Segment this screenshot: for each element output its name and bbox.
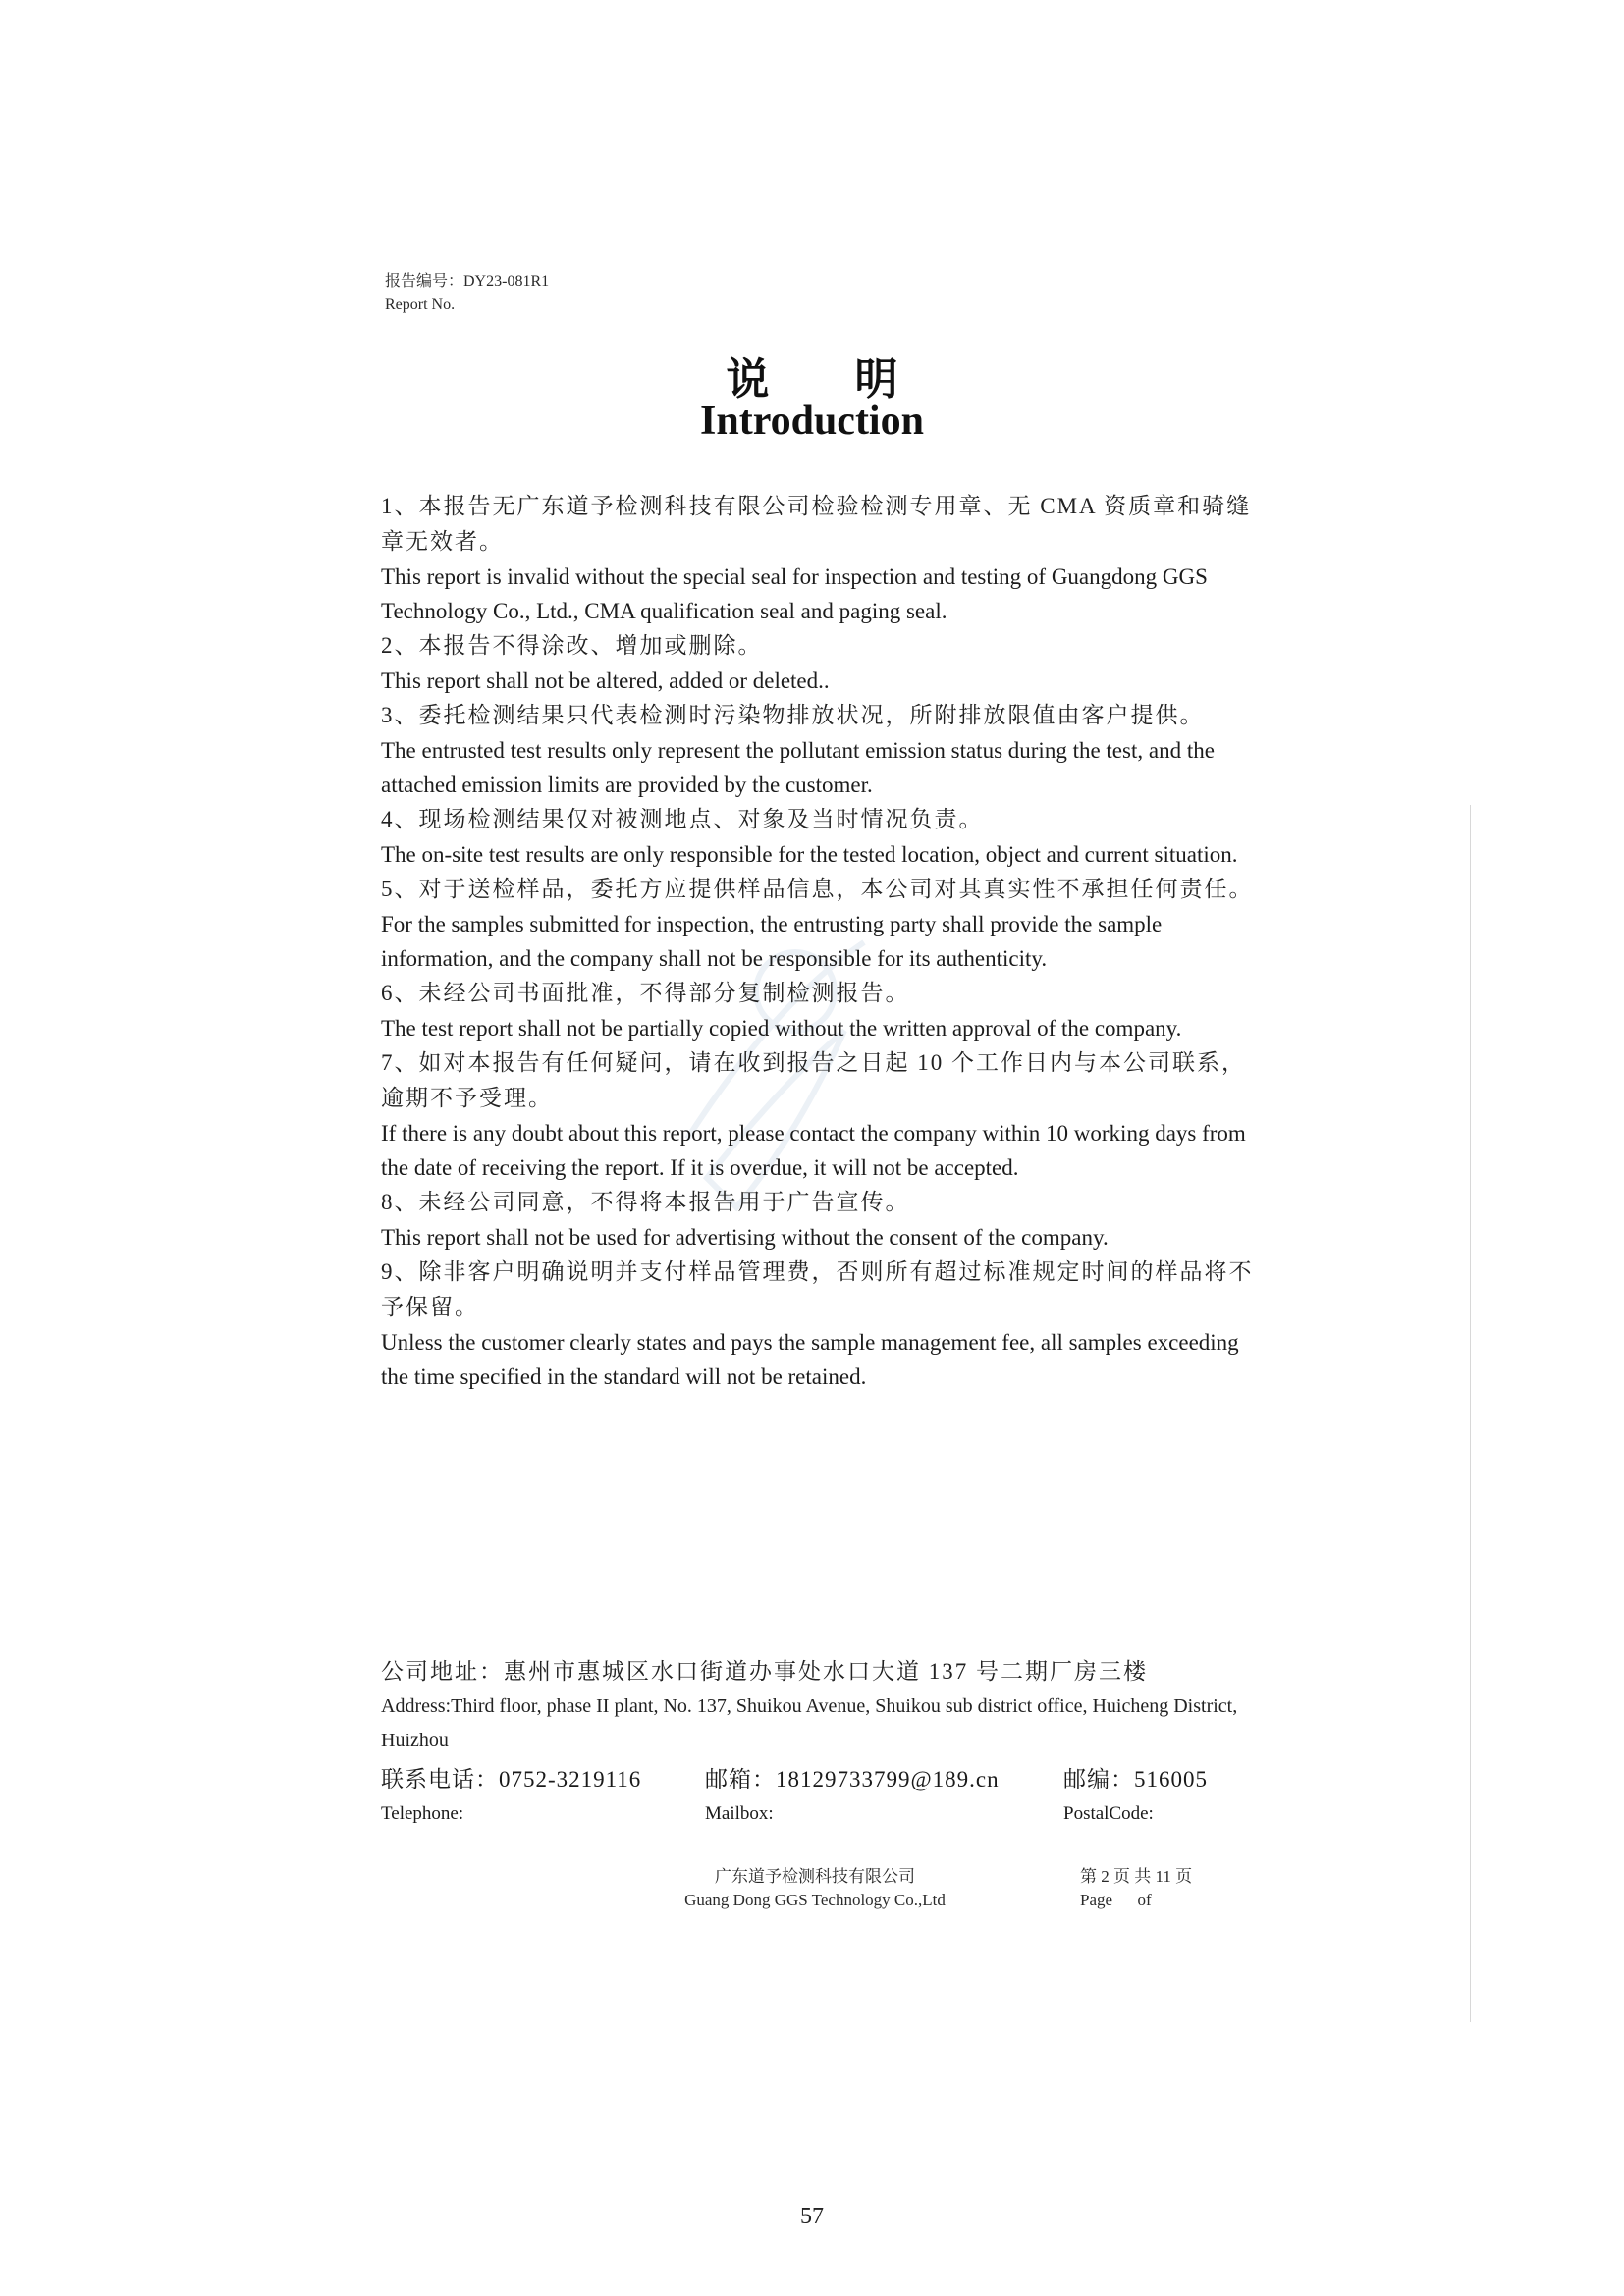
item-text-en: This report shall not be used for advertising without the consent of the company.	[381, 1225, 1109, 1250]
page-indicator	[1080, 1865, 1192, 1912]
list-item	[381, 489, 1255, 628]
page-title-en: Introduction	[700, 399, 924, 444]
item-text-cn: 2、本报告不得涂改、增加或删除。	[381, 633, 763, 658]
introduction-list	[381, 489, 1255, 1394]
address-en: Address:Third floor, phase II plant, No. 137, Shuikou Avenue, Shuikou sub district office, Huicheng District, Huizhou	[381, 1695, 1238, 1751]
postal-block	[1063, 1762, 1208, 1831]
item-text-en: The entrusted test results only represent the pollutant emission status during the test, and the attached emission limits are provided by the customer.	[381, 738, 1215, 797]
list-item	[381, 976, 1255, 1045]
item-text-en: If there is any doubt about this report, please contact the company within 10 working days from the date of receiving the report. If it is overdue, it will not be accepted.	[381, 1121, 1246, 1180]
list-item	[381, 1045, 1255, 1185]
list-item	[381, 802, 1255, 872]
telephone-en: Telephone:	[381, 1803, 464, 1824]
item-text-cn: 6、未经公司书面批准，不得部分复制检测报告。	[381, 981, 910, 1005]
telephone-block	[381, 1762, 641, 1831]
company-name-footer	[638, 1865, 992, 1912]
item-text-cn: 1、本报告无广东道予检测科技有限公司检验检测专用章、无 CMA 资质章和骑缝章无效者。	[381, 494, 1252, 554]
item-text-en: Unless the customer clearly states and pays the sample management fee, all samples exceeding the time specified in the standard will not be retained.	[381, 1330, 1239, 1389]
item-text-cn: 5、对于送检样品，委托方应提供样品信息，本公司对其真实性不承担任何责任。	[381, 877, 1254, 901]
item-text-en: The on-site test results are only responsible for the tested location, object and current situation.	[381, 842, 1238, 867]
contact-info	[0, 1762, 1624, 1841]
company-name-en: Guang Dong GGS Technology Co.,Ltd	[684, 1891, 946, 1909]
list-item	[381, 628, 1255, 698]
page-title-cn: 说 明	[726, 355, 936, 403]
telephone-cn: 联系电话：0752-3219116	[381, 1767, 642, 1791]
company-address	[381, 1654, 1284, 1758]
list-item	[381, 1255, 1255, 1394]
item-text-cn: 4、现场检测结果仅对被测地点、对象及当时情况负责。	[381, 807, 984, 831]
report-number	[385, 270, 549, 317]
item-text-cn: 8、未经公司同意，不得将本报告用于广告宣传。	[381, 1190, 910, 1214]
postal-cn: 邮编：516005	[1063, 1767, 1208, 1791]
page-indicator-en: Page of	[1080, 1891, 1152, 1909]
item-text-en: This report shall not be altered, added or deleted..	[381, 668, 830, 693]
address-cn: 公司地址：惠州市惠城区水口街道办事处水口大道 137 号二期厂房三楼	[381, 1659, 1148, 1683]
mailbox-block	[705, 1762, 1000, 1831]
list-item	[381, 698, 1255, 802]
page-indicator-cn: 第 2 页 共 11 页	[1080, 1867, 1193, 1886]
item-text-cn: 7、如对本报告有任何疑问，请在收到报告之日起 10 个工作日内与本公司联系，逾期不予受理。	[381, 1050, 1246, 1110]
item-text-cn: 3、委托检测结果只代表检测时污染物排放状况，所附排放限值由客户提供。	[381, 703, 1205, 727]
mailbox-en: Mailbox:	[705, 1803, 774, 1824]
item-text-en: For the samples submitted for inspection, the entrusting party shall provide the sample information, and the company shall not be responsible for its authenticity.	[381, 912, 1163, 971]
page-number: 57	[800, 2204, 824, 2229]
mailbox-cn: 邮箱：18129733799@189.cn	[705, 1767, 1000, 1791]
scan-edge-line	[1470, 805, 1471, 2022]
report-number-cn: 报告编号：DY23-081R1	[385, 273, 550, 290]
list-item	[381, 1185, 1255, 1255]
item-text-en: The test report shall not be partially copied without the written approval of the company.	[381, 1016, 1182, 1041]
postal-en: PostalCode:	[1063, 1803, 1154, 1824]
report-number-en: Report No.	[385, 296, 456, 313]
item-text-en: This report is invalid without the special seal for inspection and testing of Guangdong GGS Technology Co., Ltd., CMA qualification seal and paging seal.	[381, 564, 1208, 623]
item-text-cn: 9、除非客户明确说明并支付样品管理费，否则所有超过标准规定时间的样品将不予保留。	[381, 1259, 1254, 1319]
company-name-cn: 广东道予检测科技有限公司	[715, 1867, 915, 1886]
list-item	[381, 872, 1255, 976]
